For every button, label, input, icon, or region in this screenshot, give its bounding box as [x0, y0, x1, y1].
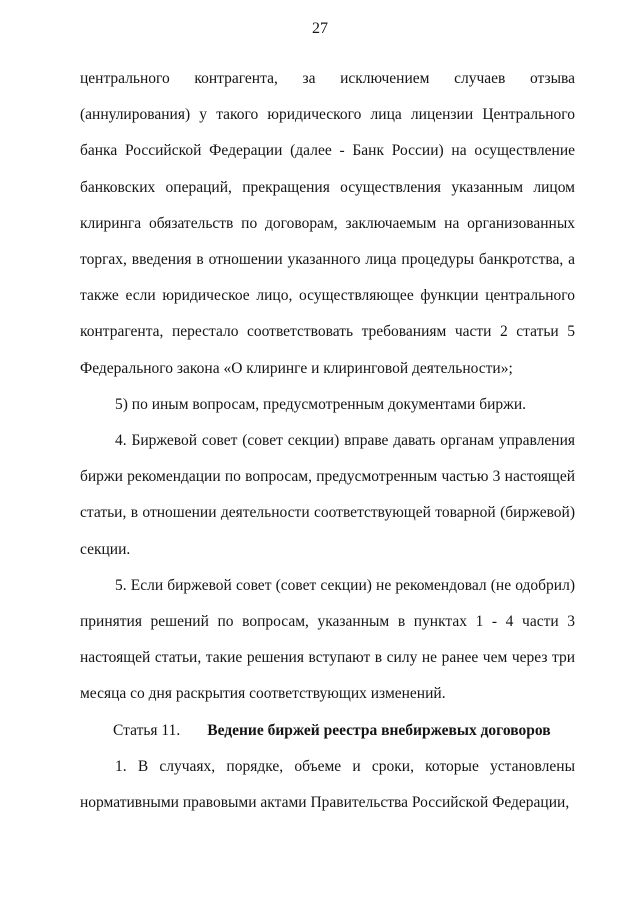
- text-line: клиринга обязательств по договорам, заключаемым на организованных: [80, 214, 575, 232]
- article-number-label: Статья 11.: [113, 721, 181, 739]
- text-line: (аннулирования) у такого юридического лица лицензии Центрального: [80, 106, 575, 124]
- text-line: 1. В случаях, порядке, объеме и сроки, которые установлены: [115, 757, 575, 775]
- text-line: статьи, в отношении деятельности соответствующей товарной (биржевой): [80, 504, 575, 522]
- article-heading: [80, 713, 575, 749]
- text-line: месяца со дня раскрытия соответствующих изменений.: [80, 685, 446, 703]
- text-line: 5) по иным вопросам, предусмотренным документами биржи.: [115, 395, 527, 413]
- paragraph: [80, 61, 575, 387]
- paragraph: [80, 749, 575, 821]
- page-number: 27: [312, 20, 328, 37]
- heading-line: [80, 713, 575, 749]
- text-line: банковских операций, прекращения осуществления указанным лицом: [80, 178, 575, 196]
- paragraph: [80, 568, 575, 713]
- text-line: центрального контрагента, за исключением случаев отзыва: [80, 70, 575, 87]
- text-line: биржи рекомендации по вопросам, предусмотренным частью 3 настоящей: [80, 468, 575, 486]
- text-line: 5. Если биржевой совет (совет секции) не рекомендовал (не одобрил): [115, 576, 575, 594]
- text-line: нормативными правовыми актами Правительства Российской Федерации,: [80, 794, 570, 812]
- text-line: банка Российской Федерации (далее - Банк России) на осуществление: [80, 142, 575, 160]
- text-line: Федерального закона «О клиринге и клиринговой деятельности»;: [80, 359, 513, 377]
- text-line: торгах, введения в отношении указанного лица процедуры банкротства, а: [80, 251, 575, 269]
- text-line: настоящей статьи, такие решения вступают в силу не ранее чем через три: [80, 649, 575, 667]
- text-line: секции.: [80, 540, 131, 558]
- text-line: 4. Биржевой совет (совет секции) вправе давать органам управления: [115, 432, 575, 450]
- text-line: контрагента, перестало соответствовать требованиям части 2 статьи 5: [80, 323, 575, 341]
- document-body: [80, 61, 575, 821]
- article-title: Ведение биржей реестра внебиржевых договоров: [207, 721, 551, 739]
- text-line: также если юридическое лицо, осуществляющее функции центрального: [80, 287, 575, 305]
- text-line: принятия решений по вопросам, указанным в пунктах 1 - 4 части 3: [80, 613, 575, 631]
- paragraph: [80, 387, 575, 423]
- paragraph: [80, 423, 575, 568]
